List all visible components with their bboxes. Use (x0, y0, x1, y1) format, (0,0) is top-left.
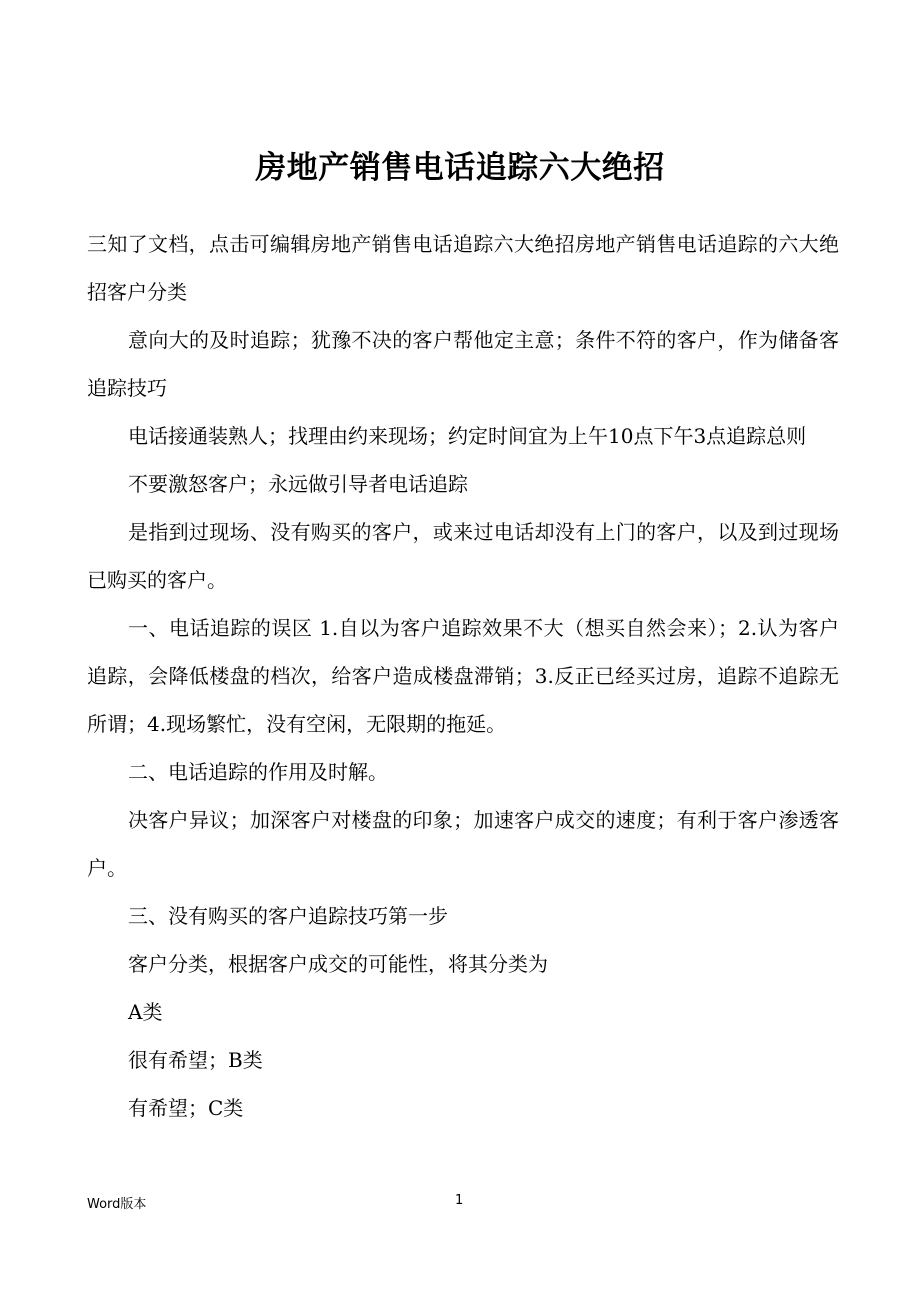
page-number: 1 (455, 1193, 464, 1208)
paragraph: A类 (128, 1000, 163, 1024)
paragraph: 意向大的及时追踪；犹豫不决的客户帮他定主意；条件不符的客户，作为储备客追踪技巧 (87, 328, 839, 400)
paragraph: 二、电话追踪的作用及时解。 (128, 760, 388, 784)
paragraph: 三知了文档，点击可编辑房地产销售电话追踪六大绝招房地产销售电话追踪的六大绝招客户分类 (87, 232, 839, 304)
paragraph: 一、电话追踪的误区 1.自以为客户追踪效果不大（想买自然会来）；2.认为客户追踪，会降低楼盘的档次，给客户造成楼盘滞销；3.反正已经买过房，追踪不追踪无所谓；4.现场繁忙，没有空闲，无限期的拖延。 (87, 616, 839, 736)
paragraph: 不要激怒客户；永远做引导者电话追踪 (128, 472, 468, 496)
paragraph: 决客户异议；加深客户对楼盘的印象；加速客户成交的速度；有利于客户渗透客户。 (87, 808, 839, 880)
paragraph: 电话接通装熟人；找理由约来现场；约定时间宜为上午10点下午3点追踪总则 (128, 424, 807, 448)
paragraph: 很有希望；B类 (128, 1048, 263, 1072)
paragraph: 三、没有购买的客户追踪技巧第一步 (128, 904, 448, 928)
document-title: 房地产销售电话追踪六大绝招 (255, 150, 665, 186)
paragraph: 有希望；C类 (128, 1096, 244, 1120)
paragraph: 是指到过现场、没有购买的客户，或来过电话却没有上门的客户，以及到过现场已购买的客户。 (87, 520, 839, 592)
document-body (87, 220, 839, 1132)
paragraph: 客户分类，根据客户成交的可能性，将其分类为 (128, 952, 548, 976)
footer-label: Word版本 (87, 1197, 147, 1212)
